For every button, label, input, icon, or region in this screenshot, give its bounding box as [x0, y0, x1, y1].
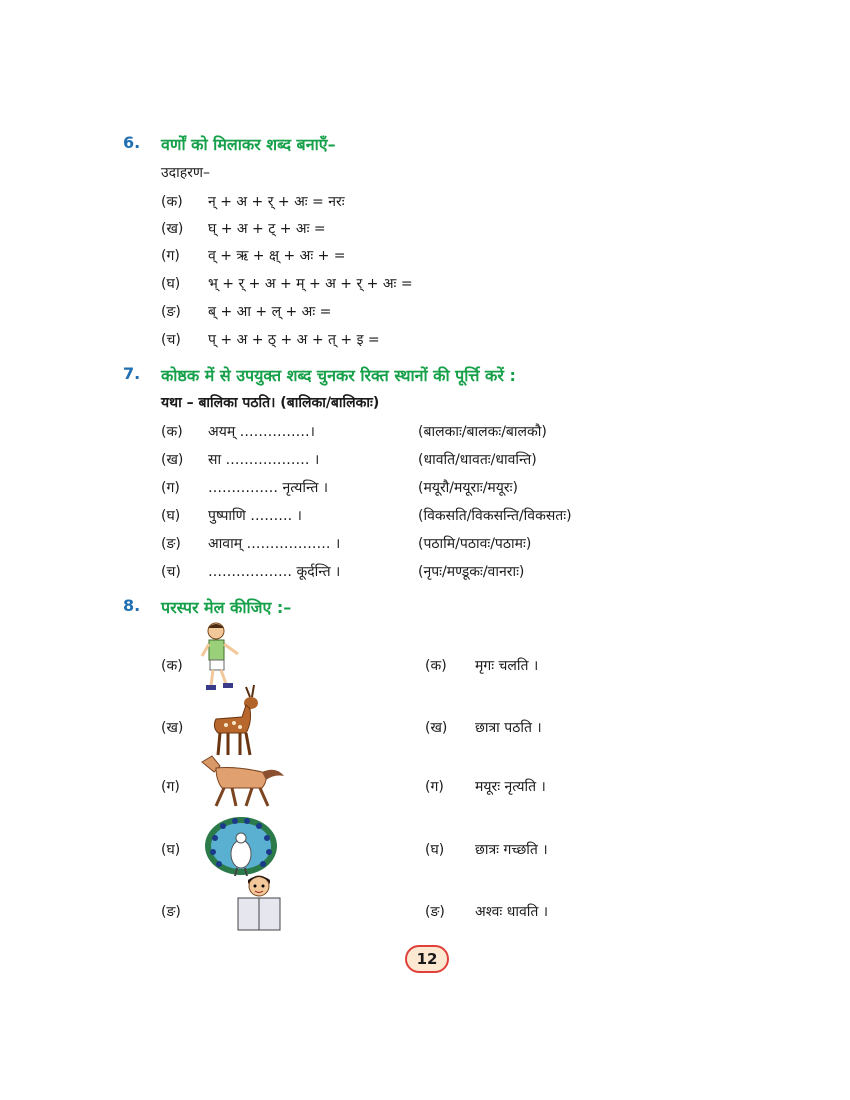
q7-item-options: (पठामि/पठावः/पठामः)	[418, 536, 532, 552]
deer-image	[206, 683, 266, 759]
q8-right-text: मृगः चलति ।	[475, 658, 539, 674]
page-number: 12	[405, 945, 449, 973]
q7-item-text: अयम् ……………।	[208, 424, 315, 440]
q7-item-label: (ङ)	[161, 536, 181, 552]
example-label: उदाहरण–	[161, 165, 211, 181]
q8-right-text: छात्रा पठति ।	[475, 720, 542, 736]
q7-item-text: ……………… कूर्दन्ति ।	[208, 564, 341, 580]
q8-right-label: (ग)	[425, 779, 444, 795]
question-7-title: कोष्ठक में से उपयुक्त शब्द चुनकर रिक्त स्थानों की पूर्त्ति करें :	[161, 366, 516, 385]
q8-right-label: (ख)	[425, 720, 448, 736]
q7-item-label: (ग)	[161, 480, 180, 496]
q8-left-label: (ग)	[161, 779, 180, 795]
q7-item-label: (च)	[161, 564, 181, 580]
q8-right-text: छात्रः गच्छति ।	[475, 842, 548, 858]
q7-item-text: आवाम् ……………… ।	[208, 536, 341, 552]
q6-item-text: ब् + आ + ल् + अः =	[208, 304, 332, 320]
peacock-image	[203, 812, 279, 876]
question-6-title: वर्णों को मिलाकर शब्द बनाएँ–	[161, 135, 336, 154]
q6-item-label: (क)	[161, 194, 183, 210]
q6-item-label: (घ)	[161, 276, 181, 292]
q8-right-label: (ङ)	[425, 904, 445, 920]
q6-item-label: (च)	[161, 332, 181, 348]
q6-item-label: (ख)	[161, 221, 184, 237]
q8-right-text: मयूरः नृत्यति ।	[475, 779, 546, 795]
q6-item-text: घ् + अ + ट् + अः =	[208, 221, 326, 237]
q6-item-text: व् + ऋ + क्ष् + अः + =	[208, 248, 346, 264]
q7-item-options: (धावति/धावतः/धावन्ति)	[418, 452, 537, 468]
q6-item-text: प् + अ + ठ् + अ + त् + इ =	[208, 332, 380, 348]
q8-right-text: अश्वः धावति ।	[475, 904, 549, 920]
question-8-number: 8.	[123, 596, 141, 615]
q8-left-label: (घ)	[161, 842, 181, 858]
q8-right-label: (घ)	[425, 842, 445, 858]
question-6-number: 6.	[123, 133, 141, 152]
q8-left-label: (ङ)	[161, 904, 181, 920]
q7-item-text: सा ……………… ।	[208, 452, 320, 468]
q7-item-text: …………… नृत्यन्ति ।	[208, 480, 329, 496]
q6-item-text: न् + अ + र् + अः = नरः	[208, 194, 345, 210]
q6-item-text: भ् + र् + अ + म् + अ + र् + अः =	[208, 276, 413, 292]
q6-item-label: (ग)	[161, 248, 180, 264]
q7-item-options: (विकसति/विकसन्ति/विकसतः)	[418, 508, 572, 524]
q7-item-label: (घ)	[161, 508, 181, 524]
q8-right-label: (क)	[425, 658, 447, 674]
q6-item-label: (ङ)	[161, 304, 181, 320]
question-7-number: 7.	[123, 364, 141, 383]
q7-example: यथा – बालिका पठति। (बालिका/बालिकाः)	[161, 395, 380, 411]
q7-item-options: (नृपः/मण्डूकः/वानराः)	[418, 564, 525, 580]
girl-reading-image	[234, 872, 284, 934]
q7-item-text: पुष्पाणि ……… ।	[208, 508, 302, 524]
q8-left-label: (ख)	[161, 720, 184, 736]
q7-item-options: (बालकाः/बालकः/बालकौ)	[418, 424, 547, 440]
q7-item-options: (मयूरौ/मयूराः/मयूरः)	[418, 480, 518, 496]
q7-item-label: (क)	[161, 424, 183, 440]
question-8-title: परस्पर मेल कीजिए :–	[161, 598, 292, 617]
q8-left-label: (क)	[161, 658, 183, 674]
horse-image	[196, 752, 286, 810]
q7-item-label: (ख)	[161, 452, 184, 468]
